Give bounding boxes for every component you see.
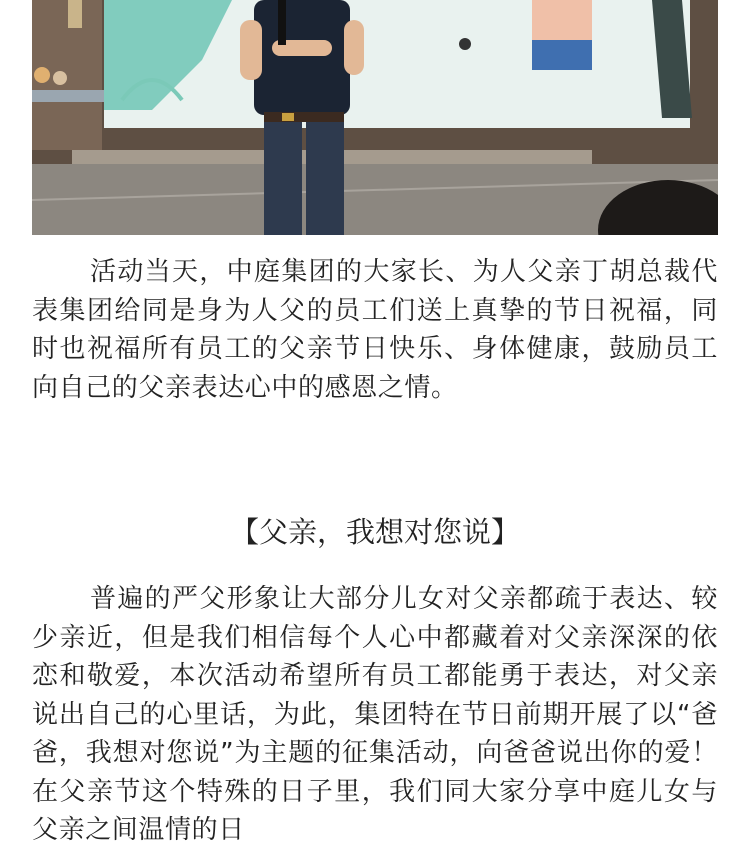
- section-heading: 【父亲，我想对您说】: [229, 515, 520, 549]
- paragraph-event-description: 活动当天，中庭集团的大家长、为人父亲丁胡总裁代表集团给同是身为人父的员工们送上真挚的节日祝福，同时也祝福所有员工的父亲节日快乐、身体健康，鼓励员工向自己的父亲表达心中的感恩之情。: [32, 257, 718, 403]
- decor-orb: [34, 67, 50, 83]
- screen-figure: [532, 0, 592, 40]
- event-photo: [32, 0, 718, 235]
- wall-lamp: [68, 0, 82, 28]
- left-shelf: [32, 90, 107, 102]
- paragraph-campaign-description: 普遍的严父形象让大部分儿女对父亲都疏于表达、较少亲近，但是我们相信每个人心中都藏着对父亲深深的依恋和敬爱，本次活动希望所有员工都能勇于表达，对父亲说出自己的心里话，为此，集团特在节日前期开展了以“爸爸，我想对您说”为主题的征集活动，向爸爸说出你的爱！在父亲节这个特殊的日子里，我们同大家分享中庭儿女与父亲之间温情的日: [32, 584, 718, 845]
- screen-figure-shorts: [532, 40, 592, 70]
- decor-orb-2: [53, 71, 67, 85]
- screen-small-figure: [459, 38, 471, 50]
- photo-illustration: [32, 0, 718, 235]
